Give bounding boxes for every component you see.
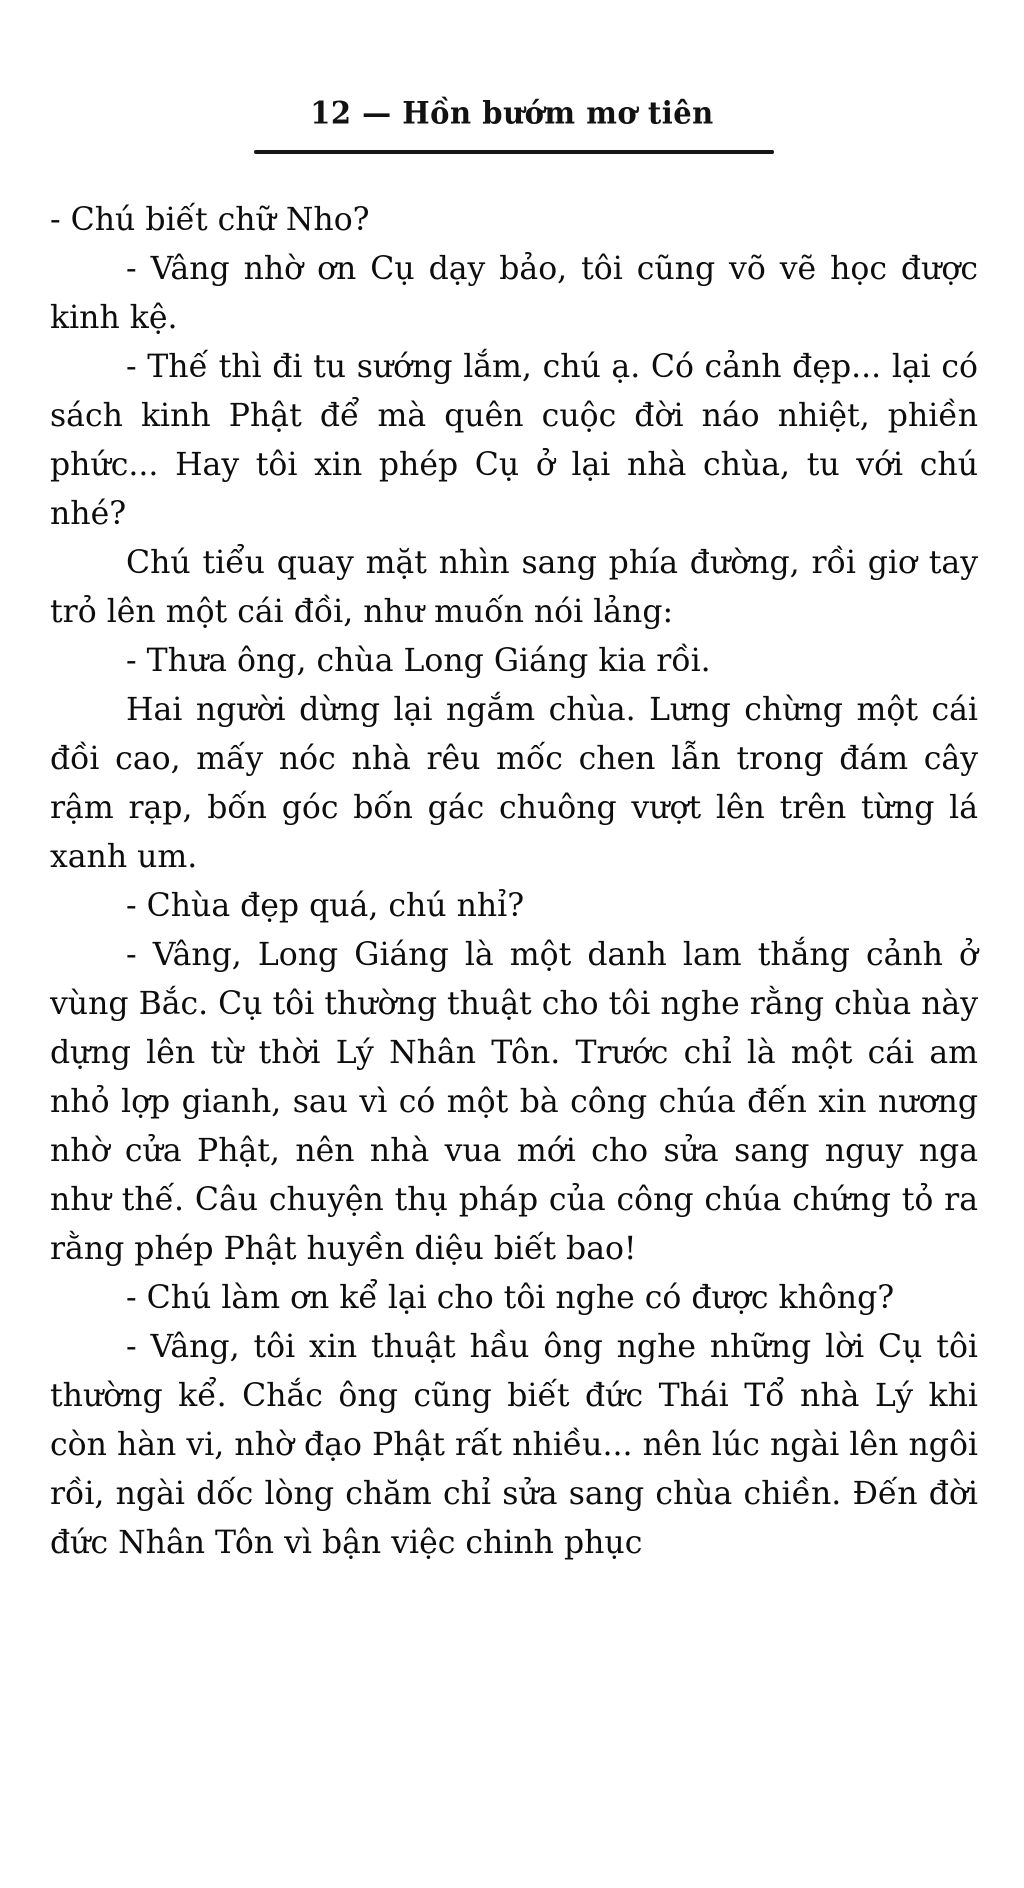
- paragraph: - Vâng, tôi xin thuật hầu ông nghe những lời Cụ tôi thường kể. Chắc ông cũng biết đức Thái Tổ nhà Lý khi còn hàn vi, nhờ đạo Phật rất nhiều... nên lúc ngài lên ngôi rồi, ngài dốc lòng chăm chỉ sửa sang chùa chiền. Đến đời đức Nhân Tôn vì bận việc chinh phục: [50, 1329, 978, 1561]
- paragraph: - Vâng, Long Giáng là một danh lam thắng cảnh ở vùng Bắc. Cụ tôi thường thuật cho tôi nghe rằng chùa này dựng lên từ thời Lý Nhân Tôn. Trước chỉ là một cái am nhỏ lợp gianh, sau vì có một bà công chúa đến xin nương nhờ cửa Phật, nên nhà vua mới cho sửa sang nguy nga như thế. Câu chuyện thụ pháp của công chúa chứng tỏ ra rằng phép Phật huyền diệu biết bao!: [50, 937, 978, 1267]
- paragraph: - Thưa ông, chùa Long Giáng kia rồi.: [126, 643, 711, 679]
- paragraph: - Vâng nhờ ơn Cụ dạy bảo, tôi cũng võ vẽ học được kinh kệ.: [50, 251, 978, 336]
- paragraph: Chú tiểu quay mặt nhìn sang phía đường, rồi giơ tay trỏ lên một cái đồi, như muốn nói lảng:: [50, 545, 978, 630]
- paragraph: - Thế thì đi tu sướng lắm, chú ạ. Có cảnh đẹp... lại có sách kinh Phật để mà quên cuộc đời náo nhiệt, phiền phức... Hay tôi xin phép Cụ ở lại nhà chùa, tu với chú nhé?: [50, 349, 978, 532]
- running-head-text: 12 — Hồn bướm mơ tiên: [310, 95, 714, 131]
- page-body: [50, 196, 978, 1568]
- paragraph: Hai người dừng lại ngắm chùa. Lưng chừng một cái đồi cao, mấy nóc nhà rêu mốc chen lẫn trong đám cây rậm rạp, bốn góc bốn gác chuông vượt lên trên từng lá xanh um.: [50, 692, 978, 875]
- running-head: [0, 96, 1024, 130]
- paragraph: - Chú biết chữ Nho?: [50, 202, 370, 238]
- running-head-rule: [254, 150, 774, 154]
- paragraph: - Chùa đẹp quá, chú nhỉ?: [126, 888, 525, 924]
- paragraph: - Chú làm ơn kể lại cho tôi nghe có được không?: [126, 1280, 895, 1316]
